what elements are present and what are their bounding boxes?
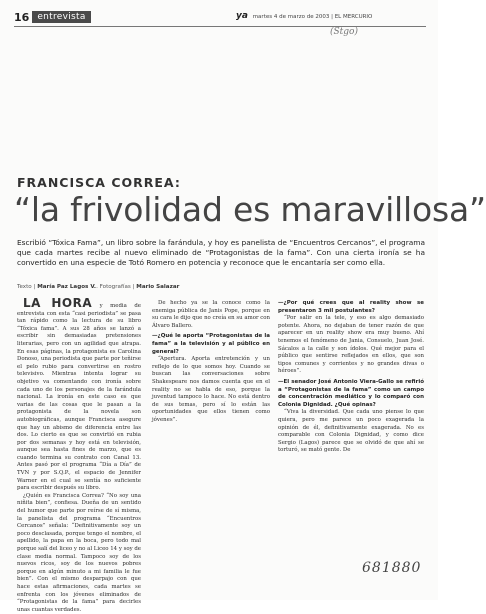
opening-text: y media de entrevista con esta “casi periodista” se pasa tan rápido como la lectura de su libro “Tóxica fama”. A sus 28 años se lanzó a escribir sin demasiadas pretensiones literarias, pero con un agilidad que atrapa. En esas páginas, la protagonista es Carolina Donoso, una periodista que parte por teñirse el pelo rubio para convertirse en rostro televisivo. Mientras intenta lograr su objetivo va comentando con ironía sobre cada uno de los personajes de la farándula nacional. La ironía en este caso es que varias de las cosas que le pasan a la protagonista de la novela son autobiográficas, aunque Francisca asegure que hay un abismo de diferencia entre las dos. Lo cierto es que se convirtió en rubia por dos semanas y hoy está en televisión, aunque sea hasta fines de marzo, que es cuando termina su contrato con Canal 13. Antes pasó por el programa “Día a Día” de TVN y por S.Q.P., el espacio de Jennifer Warner en el cual se sentía no suficiente para escribir después su libro. [17,303,141,492]
archive-stamp: 681880 [362,560,422,576]
article-kicker: FRANCISCA CORREA: [17,175,181,190]
interview-answer: “Apertura. Aporta entretención y un reflejo de lo que somos hoy. Cuando se buscan las conversaciones sobre Shakespeare nos damos cuenta que en el reality no se habla de eso, porque la juventud tampoco lo hace. No está dentro de sus temas, pero sí lo están las oportunidades que ellos tienen como jóvenes”. [152,356,270,423]
opening-paragraph [17,296,141,493]
credit-text-label: Texto [17,284,32,290]
page-number: 16 [14,10,30,24]
article-headline: “la frivolidad es maravillosa” [14,190,486,229]
body-column-1 [17,296,141,614]
article-lead: Escribió “Tóxica Fama”, un libro sobre la farándula, y hoy es panelista de “Encuentros Cercanos”, el programa que cada martes recibe al nuevo eliminado de “Protagonistas de la fama”. Con una cierta ironía se ha convertido en una especie de Totó Romero en potencia y reconoce que le encantaría ser como ella. [17,238,425,268]
body-paragraph: De hecho ya se la conoce como la enemiga pública de Janis Pope, porque en su cara le dijo que no creía en su amor con Álvaro Ballero. [152,300,270,329]
body-paragraph: ¿Quién es Francisca Correa? “No soy una niñita bien”, confiesa. Dueña de un sentido del humor que parte por reírse de sí misma, la panelista del programa “Encuentros Cercanos” señala: “Definitivamente soy un poco desclasada, porque tengo el nombre, el apellido, la papa en la boca, pero todo mal porque salí del liceo y no al Liceo 14 y soy de clase media normal. Tampoco soy de los nuevos ricos, soy de los nuevos pobres porque en algún minuto a mi familia le fue bien”. Con el mismo desparpajo con que hace estas afirmaciones, cada martes se enfrenta con los jóvenes eliminados de “Protagonistas de la fama” para decirles unas cuantas verdades. [17,492,141,613]
interview-answer: “Viva la diversidad. Que cada uno piense lo que quiera, pero me parece un poco exagerada la opinión de él, definitivamente exagerada. No es comparable con Colonia Dignidad, y como dice Sergio (Lagos) parece que se olvidó de que ahí se torturó, se mató gente. De [278,409,424,454]
header-left [14,10,91,24]
body-column-3 [278,300,424,455]
interview-question: —El senador José Antonio Viera-Gallo se refirió a “Protagonistas de la fama” como un campo de concentración mediático y lo comparó con Colonia Dignidad. ¿Qué opinas? [278,378,424,408]
body-column-2 [152,300,270,425]
page-header [14,10,426,26]
handwritten-note: (Stgo) [330,27,358,37]
article-credits: Texto | María Paz Lagos V.. Fotografías | Mario Salazar [17,284,180,290]
interview-question: —¿Por qué crees que al reality show se presentaron 3 mil postulantes? [278,300,424,314]
section-tag: entrevista [32,11,90,23]
header-rule [14,26,426,27]
brand-logo: ya [236,11,248,21]
interview-answer: “Por salir en la tele, y eso es algo demasiado potente. Ahora, no dejaban de tener razón de que aparecer en un reality show era muy bueno. Ahí tenemos el fenómeno de Jania, Consuelo, Juan José. Sácalos a la calle y son ídolos. Qué mejor para el público que sentirse reflejados en ellos, que son tipos comunes y corrientes y no grandes divas o héroes”. [278,315,424,375]
header-separator: | [331,14,335,20]
opening-dropcap: LA HORA [23,296,93,310]
credit-photo-author: Mario Salazar [136,284,180,290]
interview-question: —¿Qué le aporta “Protagonistas de la fama” a la televisión y al público en general? [152,333,270,355]
header-right [236,11,372,21]
credit-text-author: María Paz Lagos V. [37,284,97,290]
credit-photo-label: Fotografías [99,284,131,290]
publication-name: EL MERCURIO [334,14,373,20]
date-line: martes 4 de marzo de 2003 [252,14,330,20]
